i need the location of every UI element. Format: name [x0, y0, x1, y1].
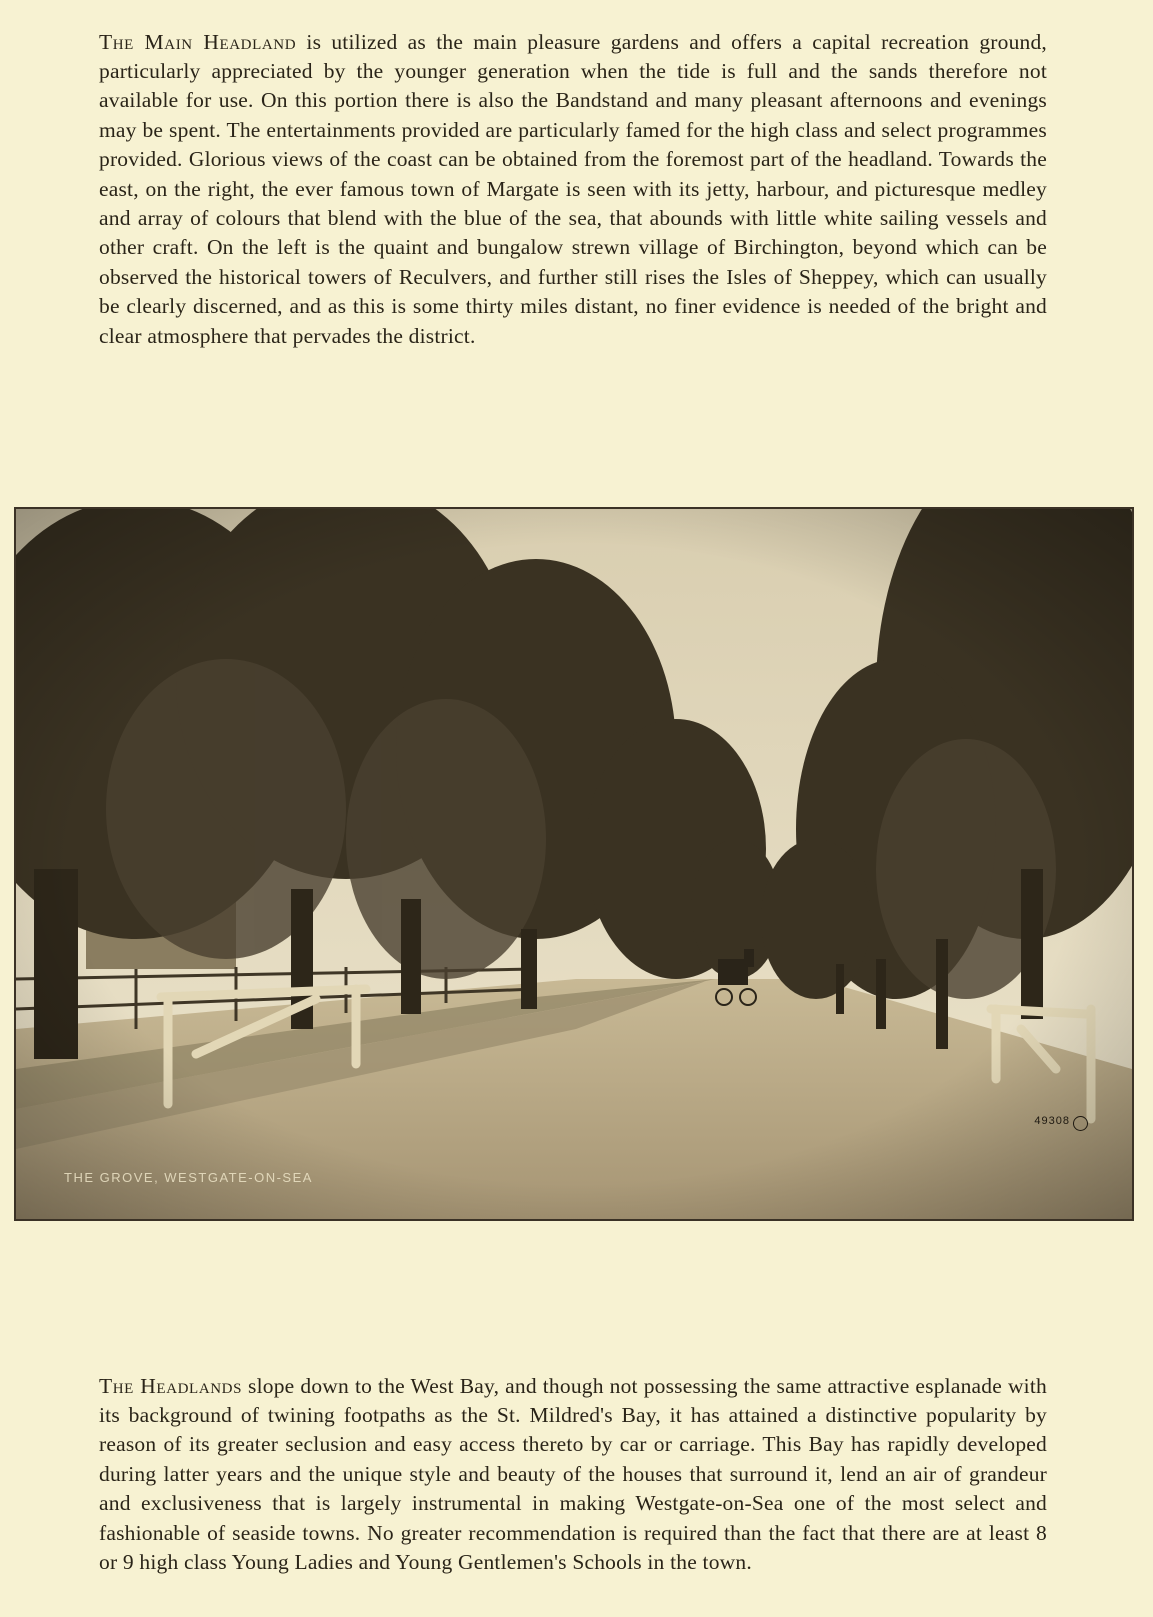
paragraph-body-main-headland: is utilized as the main pleasure gardens and offers a capital recreation ground, particularly appreciated by the younger generation when the tide is full and the sands therefore not available for use. On this portion there is also the Bandstand and many pleasant afternoons and evenings may be spent. The entertainments provided are particularly famed for the high class and select programmes provided. Glorious views of the coast can be obtained from the foremost part of the headland. Towards the east, on the right, the ever famous town of Margate is seen with its jetty, harbour, and picturesque medley and array of colours that blend with the blue of the sea, that abounds with little white sailing vessels and other craft. On the left is the quaint and bungalow strewn village of Birchington, beyond which can be observed the historical towers of Reculvers, and further still rises the Isles of Sheppey, which can usually be clearly discerned, and as this is some thirty miles distant, no finer evidence is needed of the bright and clear atmosphere that pervades the district. — [99, 29, 1048, 348]
grove-photograph — [14, 507, 1134, 1221]
paragraph-lead-headlands: The Headlands — [99, 1373, 243, 1398]
plate-number: 49308 — [1034, 1115, 1070, 1127]
paragraph-headlands — [99, 1372, 1047, 1578]
paragraph-body-headlands: slope down to the West Bay, and though not possessing the same attractive esplanade with its background of twining footpaths as the St. Mildred's Bay, it has attained a distinctive popularity by reason of its greater seclusion and easy access thereto by car or carriage. This Bay has rapidly developed during latter years and the unique style and beauty of the houses that surround it, lend an air of grandeur and exclusiveness that is largely instrumental in making Westgate-on-Sea one of the most select and fashionable of seaside towns. No greater recommendation is required than the fact that there are at least 8 or 9 high class Young Ladies and Young Gentlemen's Schools in the town. — [99, 1373, 1047, 1574]
publisher-mark-icon — [1073, 1116, 1088, 1131]
grove-photo-illustration — [16, 509, 1132, 1219]
paragraph-lead-main-headland: The Main Headland — [99, 29, 297, 54]
photo-caption: THE GROVE, WESTGATE-ON-SEA — [64, 1170, 313, 1185]
paragraph-main-headland — [99, 28, 1047, 351]
